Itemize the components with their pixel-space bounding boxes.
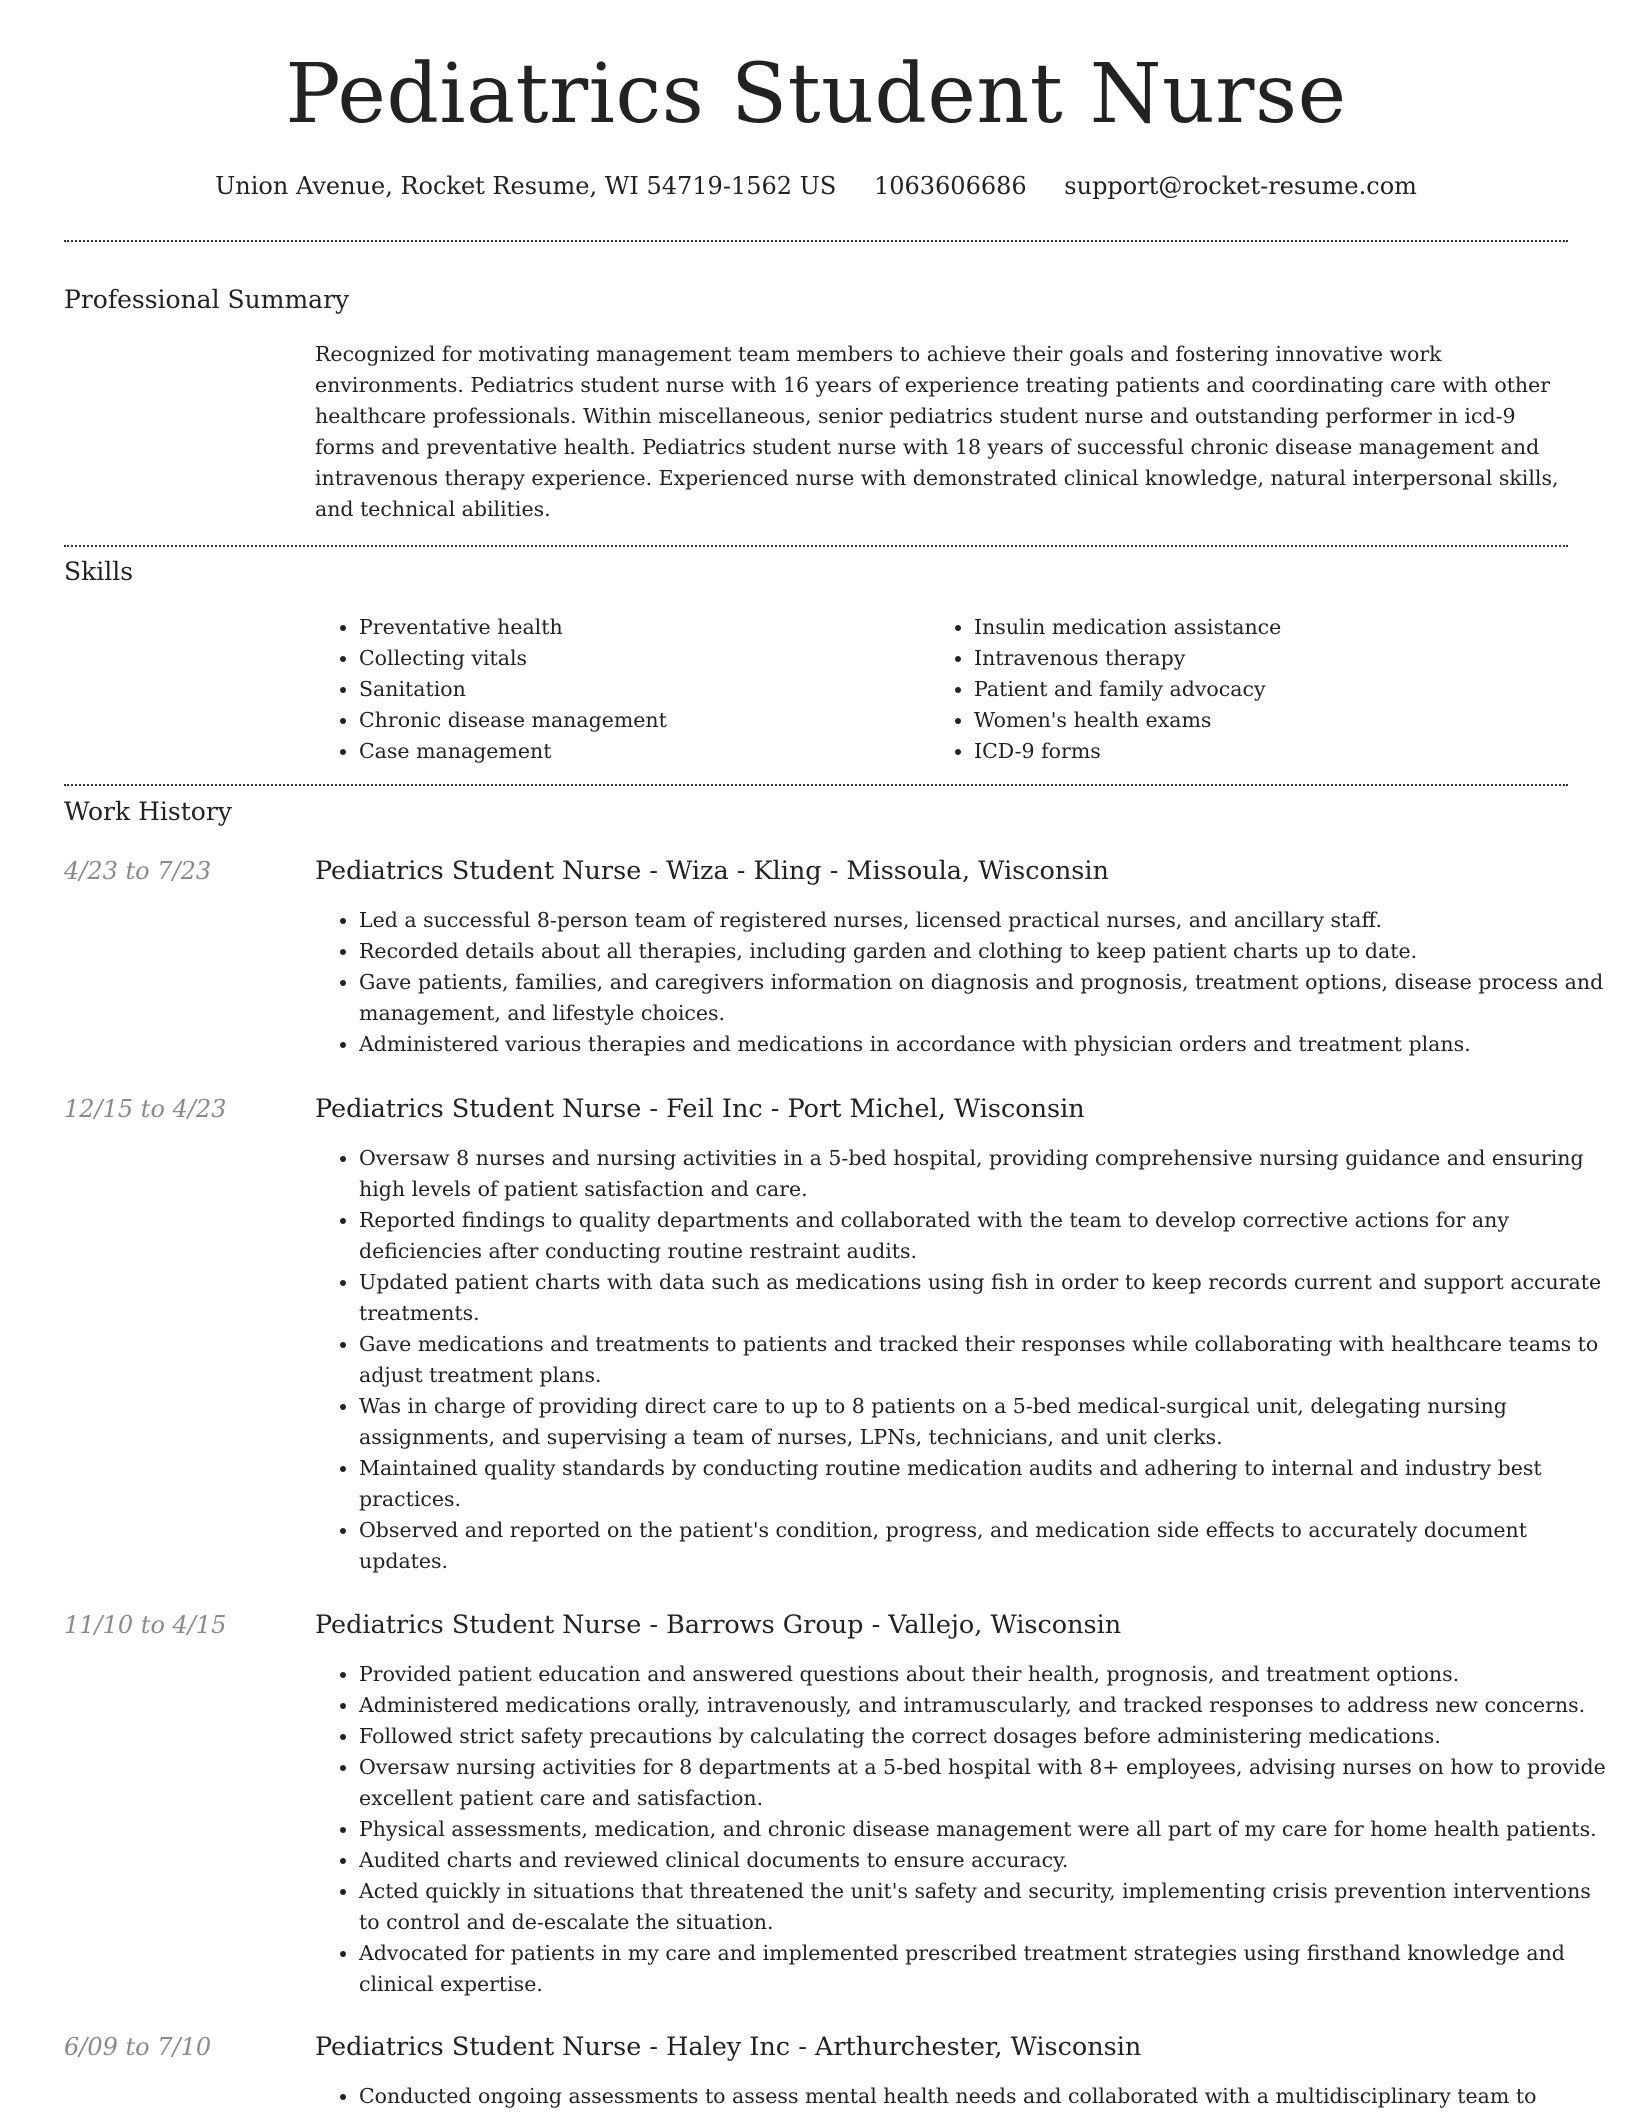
skills-list-right [930, 612, 1281, 767]
skill-item: • Sanitation [359, 674, 667, 705]
job-dates: 4/23 to 7/23 [64, 857, 212, 885]
resume-name: Pediatrics Student Nurse [285, 47, 1347, 142]
job-bullet: • Maintained quality standards by conducting routine medication audits and adhering to internal and industry best practices. [359, 1453, 1611, 1515]
summary-text: Recognized for motivating management team members to achieve their goals and fostering innovative work environments. Pediatrics student nurse with 16 years of experience treating patients and coordinating care with other healthcare professionals. Within miscellaneous, senior pediatrics student nurse and outstanding performer in icd-9 forms and preventative health. Pediatrics student nurse with 18 years of successful chronic disease management and intravenous therapy experience. Experienced nurse with demonstrated clinical knowledge, natural interpersonal skills, and technical abilities. [315, 342, 1559, 521]
job-dates: 12/15 to 4/23 [64, 1095, 227, 1123]
skill-item: • Case management [359, 736, 667, 767]
summary-heading: Professional Summary [64, 285, 350, 314]
job-bullets [315, 905, 1611, 1060]
job-bullet: • Acted quickly in situations that threatened the unit's safety and security, implementing crisis prevention interventions to control and de-escalate the situation. [359, 1876, 1611, 1938]
skill-item: • Intravenous therapy [974, 643, 1281, 674]
job-bullet: • Led a successful 8-person team of registered nurses, licensed practical nurses, and ancillary staff. [359, 905, 1611, 936]
contact-address: Union Avenue, Rocket Resume, WI 54719-1562 US [215, 172, 837, 200]
contact-email[interactable]: support@rocket-resume.com [1064, 172, 1417, 200]
job-bullet: • Administered medications orally, intravenously, and intramuscularly, and tracked responses to address new concerns. [359, 1690, 1611, 1721]
job-title: Pediatrics Student Nurse - Barrows Group - Vallejo, Wisconsin [315, 1610, 1122, 1640]
skill-item: • Chronic disease management [359, 705, 667, 736]
job-dates: 6/09 to 7/10 [64, 2033, 212, 2061]
summary-divider [64, 545, 1568, 547]
skills-list-left [315, 612, 667, 767]
job-bullet: • Was in charge of providing direct care to up to 8 patients on a 5-bed medical-surgical unit, delegating nursing assignments, and supervising a team of nurses, LPNs, technicians, and unit clerks. [359, 1391, 1611, 1453]
skill-item: • Collecting vitals [359, 643, 667, 674]
job-bullet: • Followed strict safety precautions by calculating the correct dosages before administering medications. [359, 1721, 1611, 1752]
job-bullet: • Observed and reported on the patient's condition, progress, and medication side effects to accurately document updates. [359, 1515, 1611, 1577]
job-bullet: • Gave patients, families, and caregivers information on diagnosis and prognosis, treatment options, disease process and management, and lifestyle choices. [359, 967, 1611, 1029]
job-title: Pediatrics Student Nurse - Feil Inc - Port Michel, Wisconsin [315, 1094, 1085, 1124]
job-bullet: • Oversaw 8 nurses and nursing activities in a 5-bed hospital, providing comprehensive nursing guidance and ensuring high levels of patient satisfaction and care. [359, 1143, 1611, 1205]
work-history-heading: Work History [64, 797, 232, 826]
skill-item: • Insulin medication assistance [974, 612, 1281, 643]
skill-item: • Preventative health [359, 612, 667, 643]
job-bullet: • Oversaw nursing activities for 8 departments at a 5-bed hospital with 8+ employees, advising nurses on how to provide excellent patient care and satisfaction. [359, 1752, 1611, 1814]
job-bullet: • Physical assessments, medication, and chronic disease management were all part of my care for home health patients. [359, 1814, 1611, 1845]
job-title: Pediatrics Student Nurse - Haley Inc - Arthurchester, Wisconsin [315, 2032, 1142, 2062]
job-bullet: • Advocated for patients in my care and implemented prescribed treatment strategies using firsthand knowledge and clinical expertise. [359, 1938, 1611, 2000]
skills-divider [64, 784, 1568, 786]
job-title: Pediatrics Student Nurse - Wiza - Kling - Missoula, Wisconsin [315, 856, 1109, 886]
job-bullet: • Updated patient charts with data such as medications using fish in order to keep records current and support accurate treatments. [359, 1267, 1611, 1329]
job-bullet: • Administered various therapies and medications in accordance with physician orders and treatment plans. [359, 1029, 1611, 1060]
job-bullet: • Reported findings to quality departments and collaborated with the team to develop corrective actions for any deficiencies after conducting routine restraint audits. [359, 1205, 1611, 1267]
job-dates: 11/10 to 4/15 [64, 1611, 227, 1639]
job-bullet: • Provided patient education and answered questions about their health, prognosis, and treatment options. [359, 1659, 1611, 1690]
skills-heading: Skills [64, 557, 134, 586]
contact-phone: 1063606686 [873, 172, 1027, 200]
header-divider [64, 240, 1568, 242]
skill-item: • Women's health exams [974, 705, 1281, 736]
job-bullets [315, 1659, 1611, 2000]
job-bullet: • Audited charts and reviewed clinical documents to ensure accuracy. [359, 1845, 1611, 1876]
contact-line [0, 170, 1632, 202]
job-bullet: • Recorded details about all therapies, including garden and clothing to keep patient charts up to date. [359, 936, 1611, 967]
job-bullet: • Conducted ongoing assessments to assess mental health needs and collaborated with a multidisciplinary team to [359, 2081, 1611, 2112]
skill-item: • ICD-9 forms [974, 736, 1281, 767]
job-bullet: • Gave medications and treatments to patients and tracked their responses while collaborating with healthcare teams to adjust treatment plans. [359, 1329, 1611, 1391]
job-bullets [315, 2081, 1611, 2112]
job-bullets [315, 1143, 1611, 1577]
skill-item: • Patient and family advocacy [974, 674, 1281, 705]
